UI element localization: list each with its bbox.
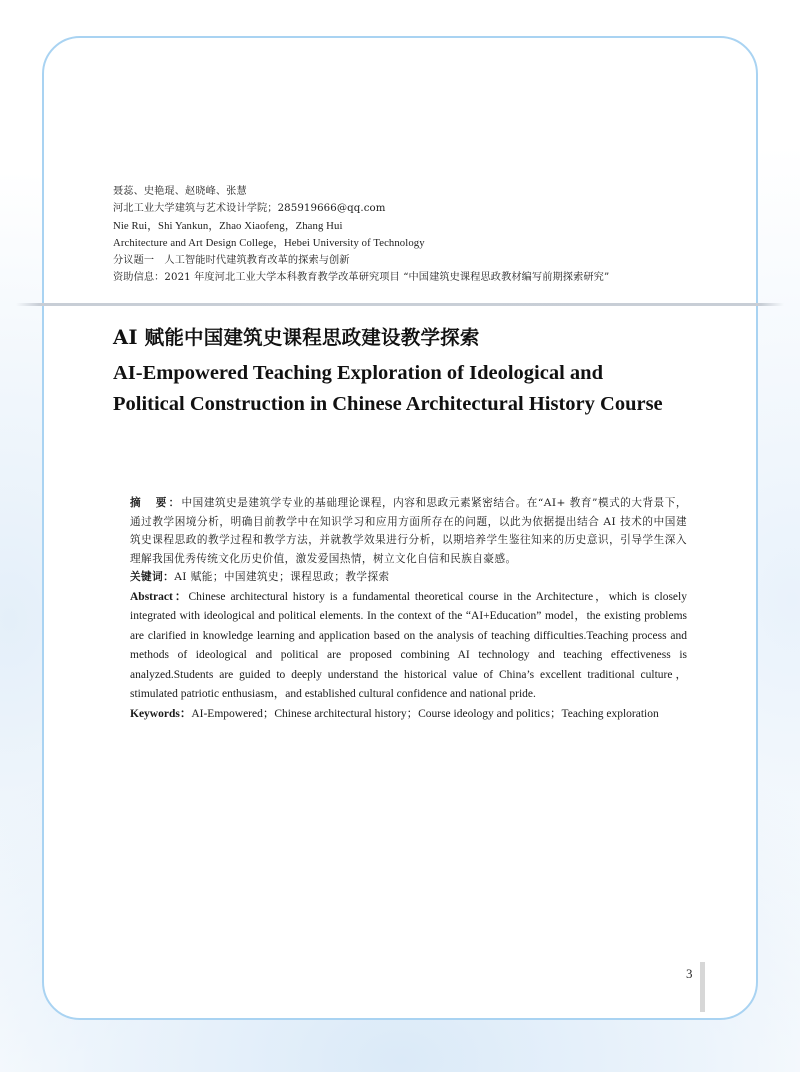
keywords-english: [130, 705, 687, 724]
metadata-header: [113, 183, 687, 287]
session-topic: 分议题一 人工智能时代建筑教育改革的探索与创新: [113, 255, 350, 267]
keywords-english-label: Keywords：: [130, 708, 192, 721]
page-title-english: AI-Empowered Teaching Exploration of Ideological and Political Construction in Chinese Architectural History Course: [113, 362, 663, 415]
title-block: [113, 323, 687, 419]
abstract-chinese: [130, 494, 687, 568]
folio-rule: [700, 962, 705, 1012]
authors-english: Nie Rui，Shi Yankun，Zhao Xiaofeng，Zhang Hui: [113, 219, 343, 232]
keywords-chinese: [130, 568, 687, 587]
abstract-chinese-label: 摘 要：: [130, 497, 182, 509]
page-title-chinese: AI 赋能中国建筑史课程思政建设教学探索: [113, 326, 480, 349]
keywords-chinese-body: AI 赋能；中国建筑史；课程思政；教学探索: [174, 571, 390, 584]
funding-information: 资助信息：2021 年度河北工业大学本科教育教学改革研究项目 “中国建筑史课程思政教材编写前期探索研究”: [113, 272, 610, 284]
document-content: [113, 183, 687, 721]
abstract-chinese-body: 中国建筑史是建筑学专业的基础理论课程，内容和思政元素紧密结合。在“AI+ 教育”模式的大背景下，通过教学困境分析，明确目前教学中在知识学习和应用方面所存在的问题，以此为依据提出结合 AI 技术的中国建筑史课程思政的教学过程和教学方法，并就教学效果进行分析，以期培养学生鉴往知来的历史意识，引导学生深入理解我国优秀传统文化历史价值，激发爱国热情，树立文化自信和民族自豪感。: [130, 497, 687, 565]
abstract-block: [130, 494, 687, 725]
affiliation-english: Architecture and Art Design College，Hebei University of Technology: [113, 236, 425, 249]
abstract-english: [130, 588, 687, 704]
abstract-english-label: Abstract：: [130, 590, 189, 603]
header-divider: [16, 303, 784, 306]
affiliation-chinese: 河北工业大学建筑与艺术设计学院；285919666@qq.com: [113, 203, 386, 215]
keywords-chinese-label: 关键词：: [130, 571, 175, 584]
page-number: 3: [686, 966, 693, 981]
authors-chinese: 聂蕊、史艳琨、赵晓峰、张慧: [113, 186, 247, 197]
keywords-english-body: AI-Empowered；Chinese architectural history；Course ideology and politics；Teaching exploration: [191, 708, 659, 721]
abstract-english-body: Chinese architectural history is a fundamental theoretical course in the Architecture，which is closely integrated with ideological and political elements. In the context of the “AI+Education” model，the existing problems are clarified in knowledge learning and application based on the analysis of teaching difficulties.Teaching process and methods of ideological and political are proposed combining AI technology and teaching effectiveness is analyzed.Students are guided to deeply understand the historical value of China’s excellent traditional culture，stimulated patriotic enthusiasm，and established cultural confidence and national pride.: [130, 590, 687, 700]
